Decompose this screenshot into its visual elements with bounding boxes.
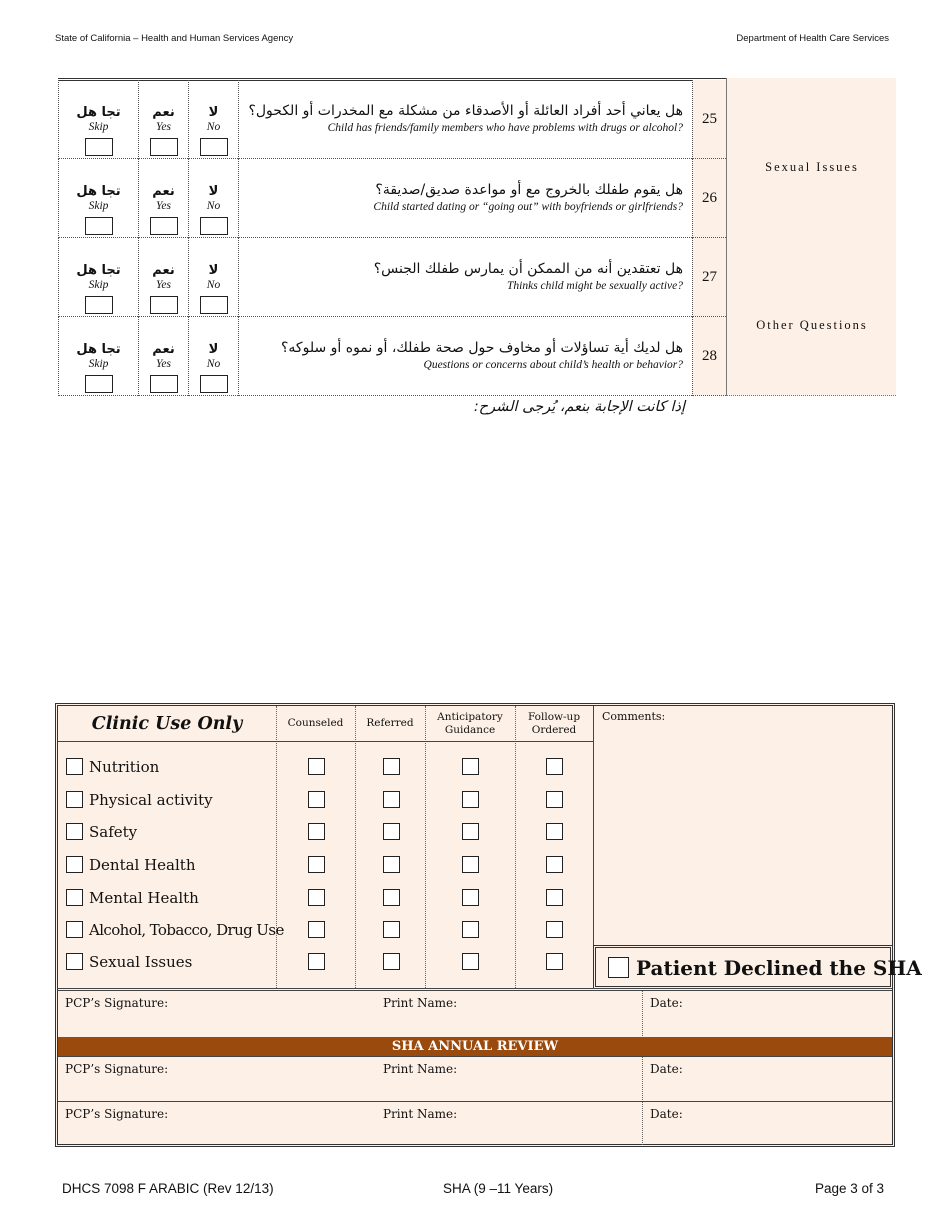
sha-annual-review-banner: SHA ANNUAL REVIEW [58,1037,892,1056]
yes-label-en: Yes [156,121,171,133]
skip-option [58,159,138,238]
question-row-25 [58,80,896,159]
question-number: 27 [692,238,726,317]
followup-label-2: Ordered [531,723,577,736]
question-en: Questions or concerns about child’s health or behavior? [423,359,683,371]
followup-checkbox[interactable] [546,823,563,840]
header-rule [58,741,593,742]
referred-checkbox[interactable] [383,823,400,840]
question-row-27 [58,238,896,317]
followup-checkbox[interactable] [546,856,563,873]
yes-label-en: Yes [156,358,171,370]
no-label-en: No [206,358,221,370]
referred-checkbox[interactable] [383,921,400,938]
item-checkbox[interactable] [66,889,83,906]
date-label: Date: [650,1062,683,1076]
no-label-ar: لا [208,342,219,357]
col-header-referred [355,706,425,741]
question-en: Child has friends/family members who have problems with drugs or alcohol? [327,122,683,134]
skip-label-en: Skip [88,121,109,133]
item-physical-activity [66,789,213,811]
category-sexual-issues: Sexual Issues [765,160,859,174]
anticipatory-checkbox[interactable] [462,758,479,775]
item-label: Sexual Issues [89,953,193,971]
item-checkbox[interactable] [66,856,83,873]
no-label-ar: لا [208,184,219,199]
date-label: Date: [650,1107,683,1121]
category-other-questions: Other Questions [756,318,868,332]
skip-label-ar: تجا هل [76,263,121,278]
skip-option [58,238,138,317]
no-checkbox[interactable] [200,375,228,393]
item-checkbox[interactable] [66,953,83,970]
referred-checkbox[interactable] [383,791,400,808]
yes-option [138,317,188,396]
item-checkbox[interactable] [66,758,83,775]
anticipatory-checkbox[interactable] [462,921,479,938]
col-header-followup [515,706,593,741]
skip-checkbox[interactable] [85,217,113,235]
question-en: Child started dating or “going out” with boyfriends or girlfriends? [373,201,683,213]
skip-label-ar: تجا هل [76,342,121,357]
no-label-en: No [206,200,221,212]
question-number: 25 [692,80,726,159]
item-mental-health [66,887,199,909]
question-ar: هل تعتقدين أنه من الممكن أن يمارس طفلك الجنس؟ [373,261,683,277]
followup-checkbox[interactable] [546,953,563,970]
item-label: Safety [89,823,138,841]
item-checkbox[interactable] [66,921,83,938]
yes-label-en: Yes [156,279,171,291]
counseled-checkbox[interactable] [308,856,325,873]
form-title-footer: SHA (9 –11 Years) [443,1181,554,1196]
no-option [188,238,238,317]
anticipatory-checkbox[interactable] [462,953,479,970]
referred-label: Referred [366,717,414,729]
question-ar: هل لديك أية تساؤلات أو مخاوف حول صحة طفلك، أو نموه أو سلوكه؟ [280,340,683,356]
skip-label-en: Skip [88,200,109,212]
followup-label-1: Follow-up [527,710,581,723]
question-text [238,80,692,159]
counseled-checkbox[interactable] [308,791,325,808]
item-label: Dental Health [89,856,196,874]
item-checkbox[interactable] [66,823,83,840]
anticipatory-checkbox[interactable] [462,889,479,906]
skip-label-ar: تجا هل [76,105,121,120]
patient-declined-box [593,945,922,989]
print-name-label: Print Name: [383,1062,458,1076]
yes-label-ar: نعم [152,263,175,278]
yes-checkbox[interactable] [150,138,178,156]
item-alcohol-tobacco-drug [66,919,284,941]
no-checkbox[interactable] [200,138,228,156]
signature-row [58,1056,892,1102]
explain-if-yes-prompt: إذا كانت الإجابة بنعم، يُرجى الشرح: [473,399,685,415]
divider [276,706,277,988]
yes-label-ar: نعم [152,342,175,357]
no-label-en: No [206,279,221,291]
item-label: Alcohol, Tobacco, Drug Use [89,921,284,939]
anticipatory-checkbox[interactable] [462,791,479,808]
item-label: Mental Health [89,889,199,907]
yes-checkbox[interactable] [150,296,178,314]
question-ar: هل يعاني أحد أفراد العائلة أو الأصدقاء من مشكلة مع المخدرات أو الكحول؟ [248,103,683,119]
yes-option [138,80,188,159]
question-text [238,159,692,238]
comments-label: Comments: [602,710,666,723]
pcp-signature-label: PCP’s Signature: [65,1107,169,1121]
print-name-label: Print Name: [383,996,458,1010]
yes-option [138,159,188,238]
item-sexual-issues [66,951,192,973]
counseled-checkbox[interactable] [308,758,325,775]
referred-checkbox[interactable] [383,856,400,873]
divider [593,706,594,945]
yes-label-ar: نعم [152,105,175,120]
pcp-signature-label: PCP’s Signature: [65,1062,169,1076]
yes-checkbox[interactable] [150,375,178,393]
page-number-footer: Page 3 of 3 [814,1181,884,1196]
divider [515,706,516,988]
yes-checkbox[interactable] [150,217,178,235]
skip-checkbox[interactable] [85,296,113,314]
skip-label-ar: تجا هل [76,184,121,199]
item-label: Physical activity [89,791,213,809]
question-number: 28 [692,317,726,396]
signature-row [58,1101,892,1145]
no-option [188,159,238,238]
anticipatory-checkbox[interactable] [462,856,479,873]
col-header-counseled [276,706,355,741]
skip-checkbox[interactable] [85,375,113,393]
department-header: Department of Health Care Services [736,33,889,44]
date-label: Date: [650,996,683,1010]
patient-declined-label: Patient Declined the SHA [636,956,922,980]
item-nutrition [66,756,159,778]
no-option [188,317,238,396]
yes-label-ar: نعم [152,184,175,199]
followup-checkbox[interactable] [546,889,563,906]
followup-checkbox[interactable] [546,921,563,938]
print-name-label: Print Name: [383,1107,458,1121]
anticipatory-label-1: Anticipatory [437,710,503,723]
item-checkbox[interactable] [66,791,83,808]
referred-checkbox[interactable] [383,758,400,775]
yes-label-en: Yes [156,200,171,212]
followup-checkbox[interactable] [546,791,563,808]
skip-option [58,317,138,396]
skip-label-en: Skip [88,279,109,291]
no-label-ar: لا [208,105,219,120]
agency-header: State of California – Health and Human Services Agency [55,33,294,44]
question-table [58,78,896,396]
form-id-footer: DHCS 7098 F ARABIC (Rev 12/13) [62,1181,274,1196]
question-text [238,317,692,396]
divider [642,1102,643,1145]
clinic-use-only-box [55,703,922,1147]
divider [642,1057,643,1102]
question-ar: هل يقوم طفلك بالخروج مع أو مواعدة صديق/صديقة؟ [375,182,683,198]
item-safety [66,821,137,843]
patient-declined-checkbox[interactable] [608,957,629,978]
no-checkbox[interactable] [200,296,228,314]
question-text [238,238,692,317]
divider [642,991,643,1040]
pcp-signature-label: PCP’s Signature: [65,996,169,1010]
question-number: 26 [692,159,726,238]
no-option [188,80,238,159]
followup-checkbox[interactable] [546,758,563,775]
question-row-28 [58,317,896,396]
divider [355,706,356,988]
question-row-26 [58,159,896,238]
item-label: Nutrition [89,758,160,776]
counseled-checkbox[interactable] [308,823,325,840]
skip-option [58,80,138,159]
counseled-label: Counseled [287,717,344,729]
anticipatory-label-2: Guidance [444,723,496,736]
referred-checkbox[interactable] [383,889,400,906]
divider [425,706,426,988]
yes-option [138,238,188,317]
no-checkbox[interactable] [200,217,228,235]
skip-label-en: Skip [88,358,109,370]
counseled-checkbox[interactable] [308,921,325,938]
clinic-use-title: Clinic Use Only [91,714,243,734]
no-label-en: No [206,121,221,133]
no-label-ar: لا [208,263,219,278]
signature-row [58,988,892,1040]
col-header-anticipatory [425,706,515,741]
skip-checkbox[interactable] [85,138,113,156]
counseled-checkbox[interactable] [308,953,325,970]
counseled-checkbox[interactable] [308,889,325,906]
item-dental-health [66,854,196,876]
referred-checkbox[interactable] [383,953,400,970]
question-en: Thinks child might be sexually active? [507,280,683,292]
anticipatory-checkbox[interactable] [462,823,479,840]
